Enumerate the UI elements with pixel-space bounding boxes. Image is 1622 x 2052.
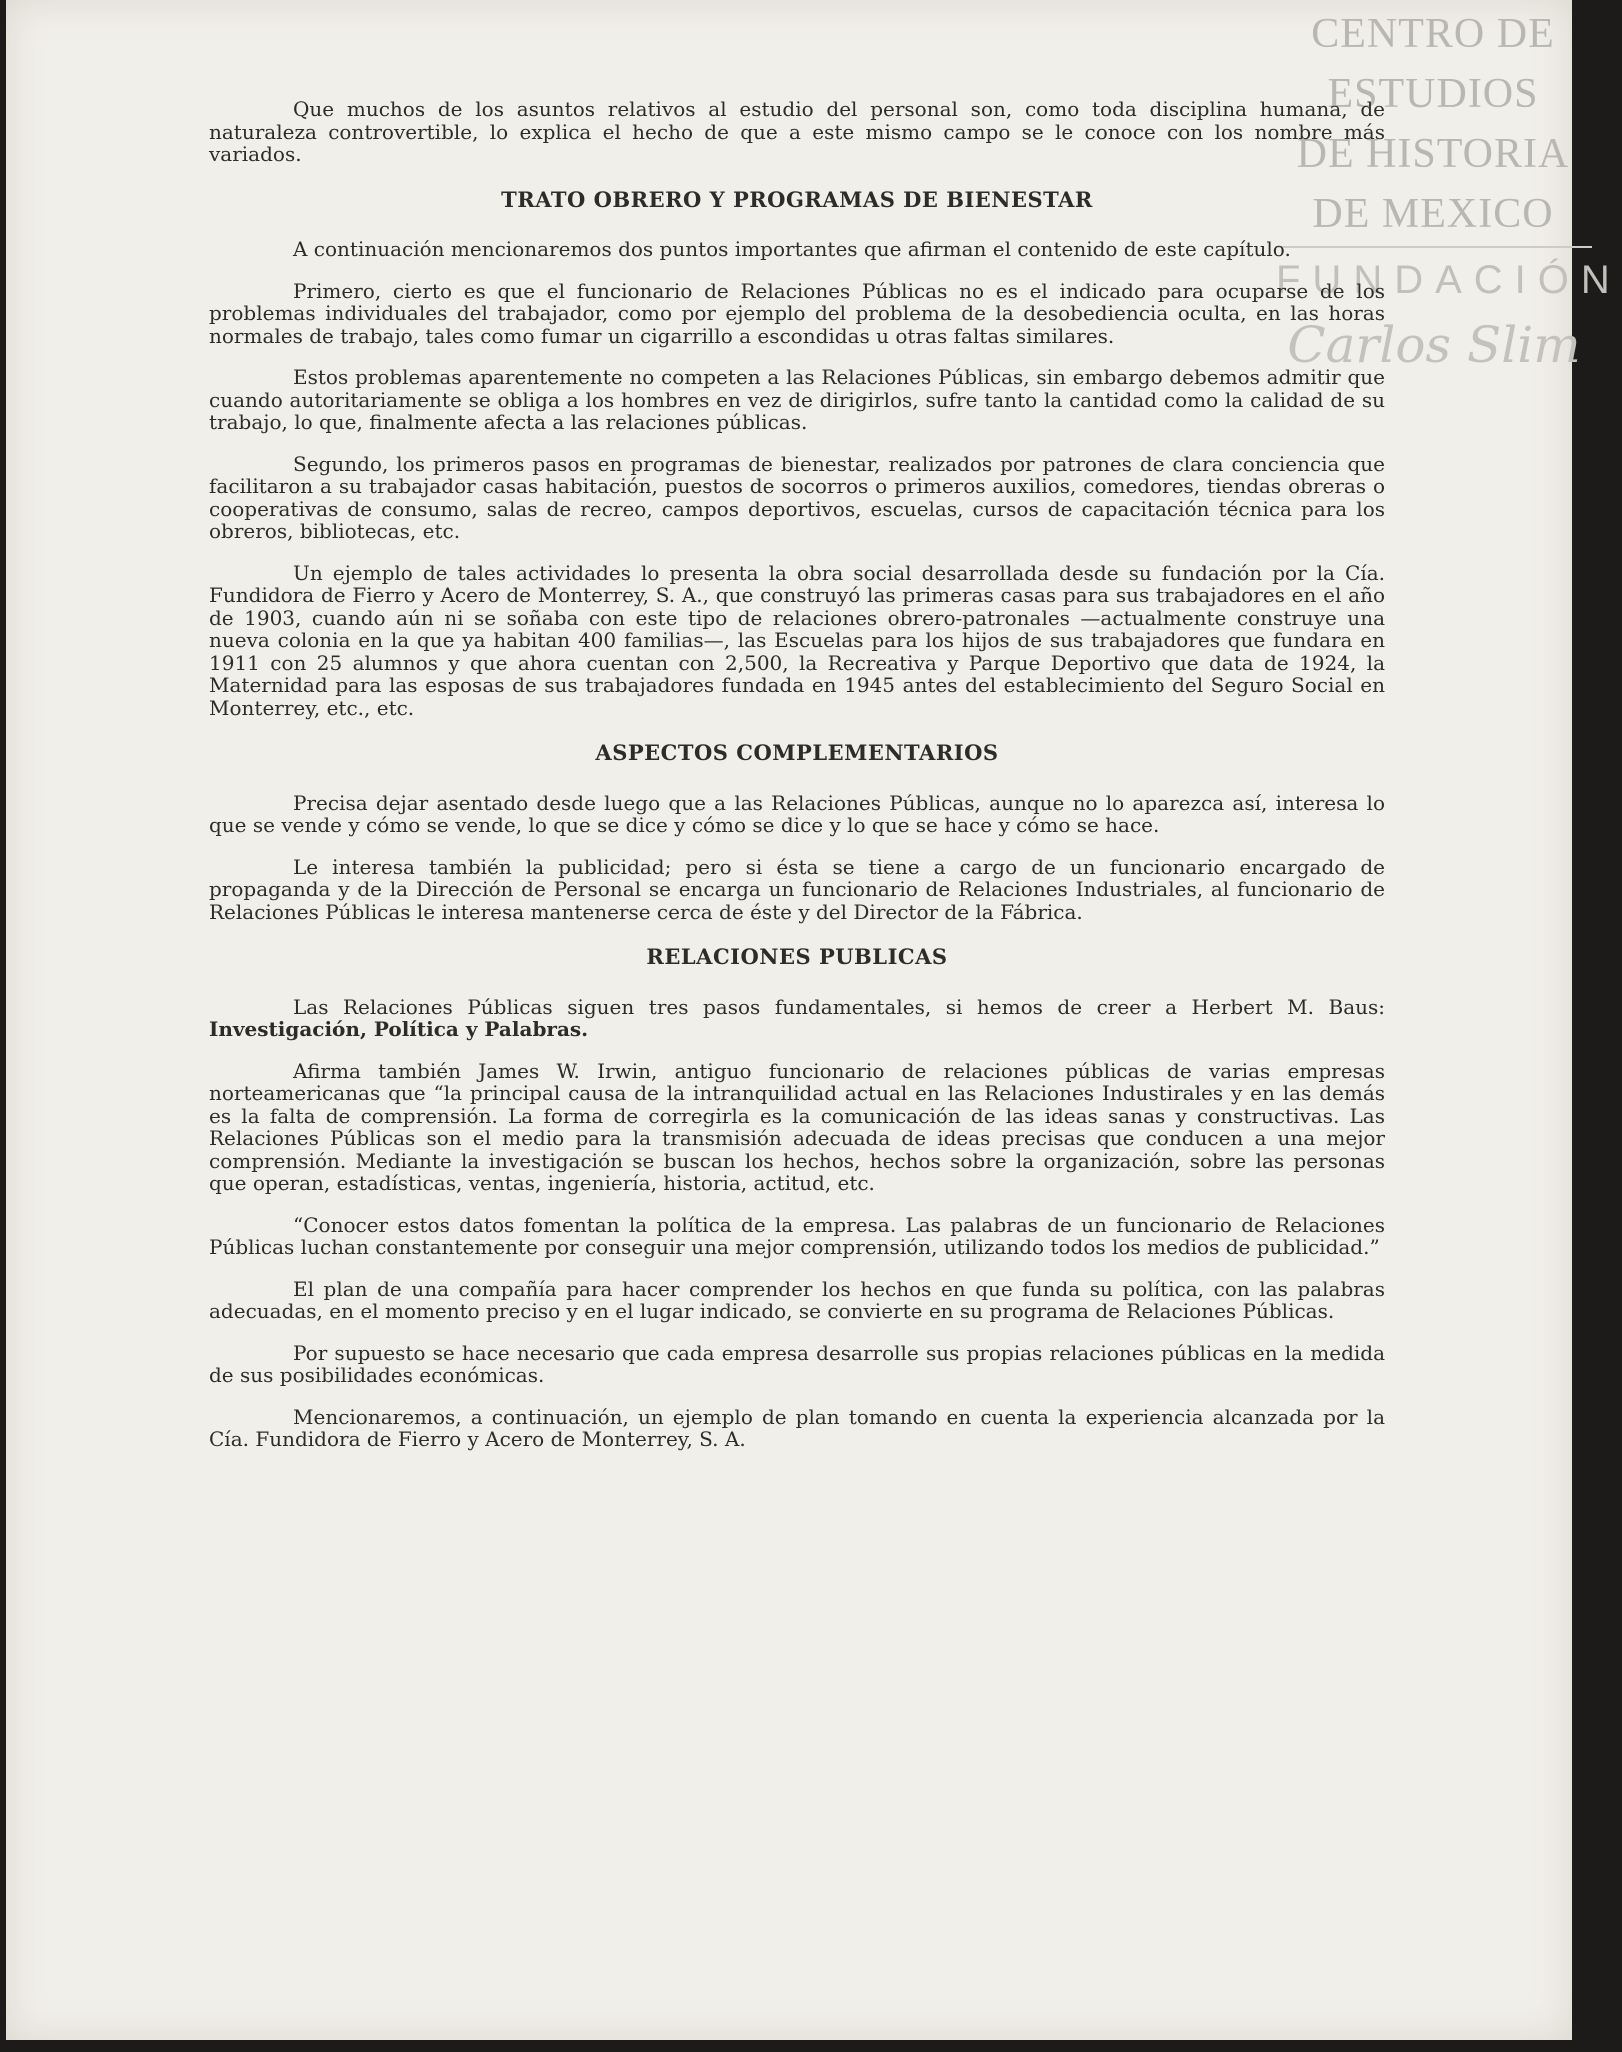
paragraph: Precisa dejar asentado desde luego que a las Relaciones Públicas, aunque no lo aparezca así, interesa lo que se vende y cómo se vende, lo que se dice y cómo se dice y lo que se hace y cómo se hace. [209, 790, 1385, 837]
watermark-line: ESTUDIOS [1327, 71, 1539, 117]
paragraph: Primero, cierto es que el funcionario de Relaciones Públicas no es el indicado para ocuparse de los problemas individuales del trabajador, como por ejemplo del problema de la desobediencia oculta, en las horas normales de trabajo, tales como fumar un cigarrillo a escondidas u otras faltas similares. [209, 278, 1385, 348]
paragraph: Le interesa también la publicidad; pero si ésta se tiene a cargo de un funcionario encargado de propaganda y de la Dirección de Personal se encarga un funcionario de Relaciones Industriales, al funcionario de Relaciones Públicas le interesa mantenerse cerca de éste y del Director de la Fábrica. [209, 854, 1385, 924]
watermark-foundation: FUNDACIÓN [1276, 258, 1622, 302]
document-page [6, 0, 1622, 2040]
paragraph-bold-text: Investigación, Política y Palabras. [209, 1017, 589, 1041]
paragraph-baus [209, 996, 1385, 1041]
paragraph: Un ejemplo de tales actividades lo presenta la obra social desarrollada desde su fundación por la Cía. Fundidora de Fierro y Acero de Monterrey, S. A., que construyó las primeras casas para sus trabajadores en el año de 1903, cuando aún ni se soñaba con este tipo de relaciones obrero-patronales —actualmente construye una nueva colonia en la que ya habitan 400 familias—, las Escuelas para los hijos de sus trabajadores que fundara en 1911 con 25 alumnos y que ahora cuentan con 2,500, la Recreativa y Parque Deportivo que data de 1924, la Maternidad para las esposas de sus trabajadores fundada en 1945 antes del establecimiento del Seguro Social en Monterrey, etc., etc. [209, 560, 1385, 720]
paragraph: El plan de una compañía para hacer comprender los hechos en que funda su política, con las palabras adecuadas, en el momento preciso y en el lugar indicado, se convierte en su programa de Relaciones Públicas. [209, 1276, 1385, 1323]
paragraph: Por supuesto se hace necesario que cada empresa desarrolle sus propias relaciones públicas en la medida de sus posibilidades económicas. [209, 1340, 1385, 1387]
heading-relaciones-publicas: RELACIONES PUBLICAS [646, 944, 948, 969]
watermark-signature: Carlos Slim [1287, 316, 1581, 374]
paragraph: “Conocer estos datos fomentan la política de la empresa. Las palabras de un funcionario de Relaciones Públicas luchan constantemente por conseguir una mejor comprensión, utilizando todos los medios de publicidad.” [209, 1212, 1385, 1259]
paragraph-text: Las Relaciones Públicas siguen tres pasos fundamentales, si hemos de creer a Herbert M. Baus: [293, 994, 1385, 1019]
paragraph: Mencionaremos, a continuación, un ejemplo de plan tomando en cuenta la experiencia alcanzada por la Cía. Fundidora de Fierro y Acero de Monterrey, S. A. [209, 1404, 1385, 1451]
heading-trato-obrero: TRATO OBRERO Y PROGRAMAS DE BIENESTAR [501, 186, 1093, 212]
watermark-line: DE MEXICO [1312, 191, 1554, 237]
paragraph: Estos problemas aparentemente no competen a las Relaciones Públicas, sin embargo debemos admitir que cuando autoritariamente se obliga a los hombres en vez de dirigirlos, sufre tanto la cantidad como la calidad de su trabajo, lo que, finalmente afecta a las relaciones públicas. [209, 365, 1385, 434]
paragraph: Afirma también James W. Irwin, antiguo funcionario de relaciones públicas de varias empresas norteamericanas que “la principal causa de la intranquilidad actual en las Relaciones Industirales y en las demás es la falta de comprensión. La forma de corregirla es la comunicación de las ideas sanas y constructivas. Las Relaciones Públicas son el medio para la transmisión adecuada de ideas precisas que conducen a una mejor comprensión. Mediante la investigación se buscan los hechos, hechos sobre la organización, sobre las personas que operan, estadísticas, ventas, ingeniería, historia, actitud, etc. [209, 1058, 1385, 1195]
paragraph: Segundo, los primeros pasos en programas de bienestar, realizados por patrones de clara conciencia que facilitaron a su trabajador casas habitación, puestos de socorros o primeros auxilios, comedores, tiendas obreras o cooperativas de consumo, salas de recreo, campos deportivos, escuelas, cursos de capacitación técnica para los obreros, bibliotecas, etc. [209, 451, 1385, 543]
document-body [209, 98, 1385, 1470]
paragraph-intro: Que muchos de los asuntos relativos al estudio del personal son, como toda disciplina humana, de naturaleza controvertible, lo explica el hecho de que a este mismo campo se le conoce con los nombre más variados. [209, 97, 1385, 166]
heading-aspectos-complementarios: ASPECTOS COMPLEMENTARIOS [595, 740, 999, 765]
watermark-line: CENTRO DE [1311, 11, 1555, 57]
watermark-line: DE HISTORIA [1296, 131, 1570, 177]
paragraph: A continuación mencionaremos dos puntos importantes que afirman el contenido de este capítulo. [293, 237, 1291, 261]
